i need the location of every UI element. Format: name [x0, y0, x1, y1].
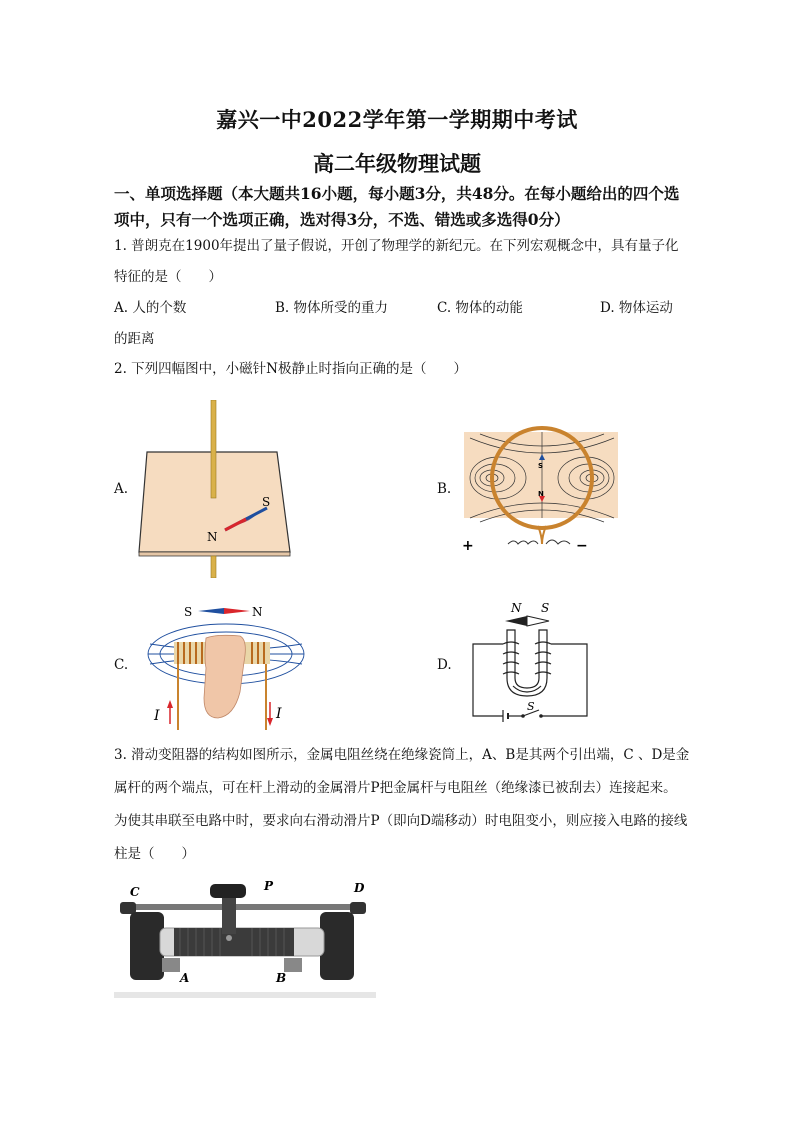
compass-needle: [505, 616, 527, 626]
right-end-bracket: [320, 912, 354, 980]
section-heading: 一、单项选择题（本大题共16小题，每小题3分，共48分。在每小题给出的四个选项中，只有一个选项正确，选对得3分，不选、错选或多选得0分）: [114, 184, 680, 229]
figure-a-wire-plane: [135, 400, 300, 578]
slider-knob: [210, 884, 246, 898]
terminal-a-post: [162, 958, 180, 972]
figure-b-label[interactable]: B.: [437, 481, 452, 497]
figure-a-label[interactable]: A.: [114, 481, 129, 497]
exam-title: 嘉兴一中2022学年第一学期期中考试: [216, 107, 578, 132]
slider-p: [222, 898, 236, 934]
figure-d-label[interactable]: D.: [437, 657, 452, 673]
figure-d-electromagnet: [465, 598, 600, 726]
exam-subtitle: 高二年级物理试题: [313, 151, 481, 176]
straight-wire: [211, 400, 216, 498]
needle-n-label: N: [207, 530, 218, 544]
needle-s-label: S: [262, 495, 271, 509]
option-d-continuation: 的距离: [114, 331, 155, 347]
positive-terminal: +: [462, 538, 474, 554]
question-1-stem: 1. 普朗克在1900年提出了量子假说，开创了物理学的新纪元。在下列宏观概念中，具有量子化特征的是（ ）: [114, 238, 679, 285]
figure-c-label[interactable]: C.: [114, 657, 129, 673]
option-d[interactable]: D. 物体运动: [600, 300, 673, 316]
terminal-c-label: C: [130, 885, 140, 899]
needle-n-label: N: [538, 490, 544, 498]
needle-s-label: S: [541, 601, 550, 615]
needle-n-label: N: [511, 601, 522, 615]
figure-sliding-rheostat: [114, 874, 376, 998]
needle-n-label: N: [252, 605, 263, 619]
option-a[interactable]: A. 人的个数: [114, 300, 187, 316]
figure-b-loop-field: [462, 398, 622, 558]
current-label-right: I: [276, 706, 282, 722]
current-label-left: I: [154, 708, 160, 724]
right-hand: [204, 635, 245, 718]
terminal-b-label: B: [276, 971, 287, 985]
figure-c-solenoid: [140, 598, 312, 730]
option-c[interactable]: C. 物体的动能: [437, 300, 523, 316]
terminal-d-label: D: [354, 881, 365, 895]
needle-s-label: S: [538, 462, 544, 470]
question-3-stem: 3. 滑动变阻器的结构如图所示，金属电阻丝绕在绝缘瓷筒上，A、B是其两个引出端，C 、D是金属杆的两个端点，可在杆上滑动的金属滑片P把金属杆与电阻丝（绝缘漆已被刮去）连接起来。为使其串联至电路中时，要求向右滑动滑片P（即向D端移动）时电阻变小，则应接入电路的接线柱是（ ）: [114, 747, 690, 862]
terminal-a-label: A: [180, 971, 190, 985]
switch-label: S: [527, 700, 535, 713]
question-1-options: [114, 293, 694, 324]
compass-needle: [198, 608, 224, 614]
slider-p-label: P: [264, 879, 274, 893]
question-2-stem: 2. 下列四幅图中，小磁针N极静止时指向正确的是（ ）: [114, 361, 467, 377]
terminal-b-post: [284, 958, 302, 972]
option-b[interactable]: B. 物体所受的重力: [275, 300, 389, 316]
metal-rod: [128, 904, 360, 910]
needle-s-label: S: [184, 605, 193, 619]
left-end-bracket: [130, 912, 164, 980]
negative-terminal: −: [576, 538, 588, 554]
